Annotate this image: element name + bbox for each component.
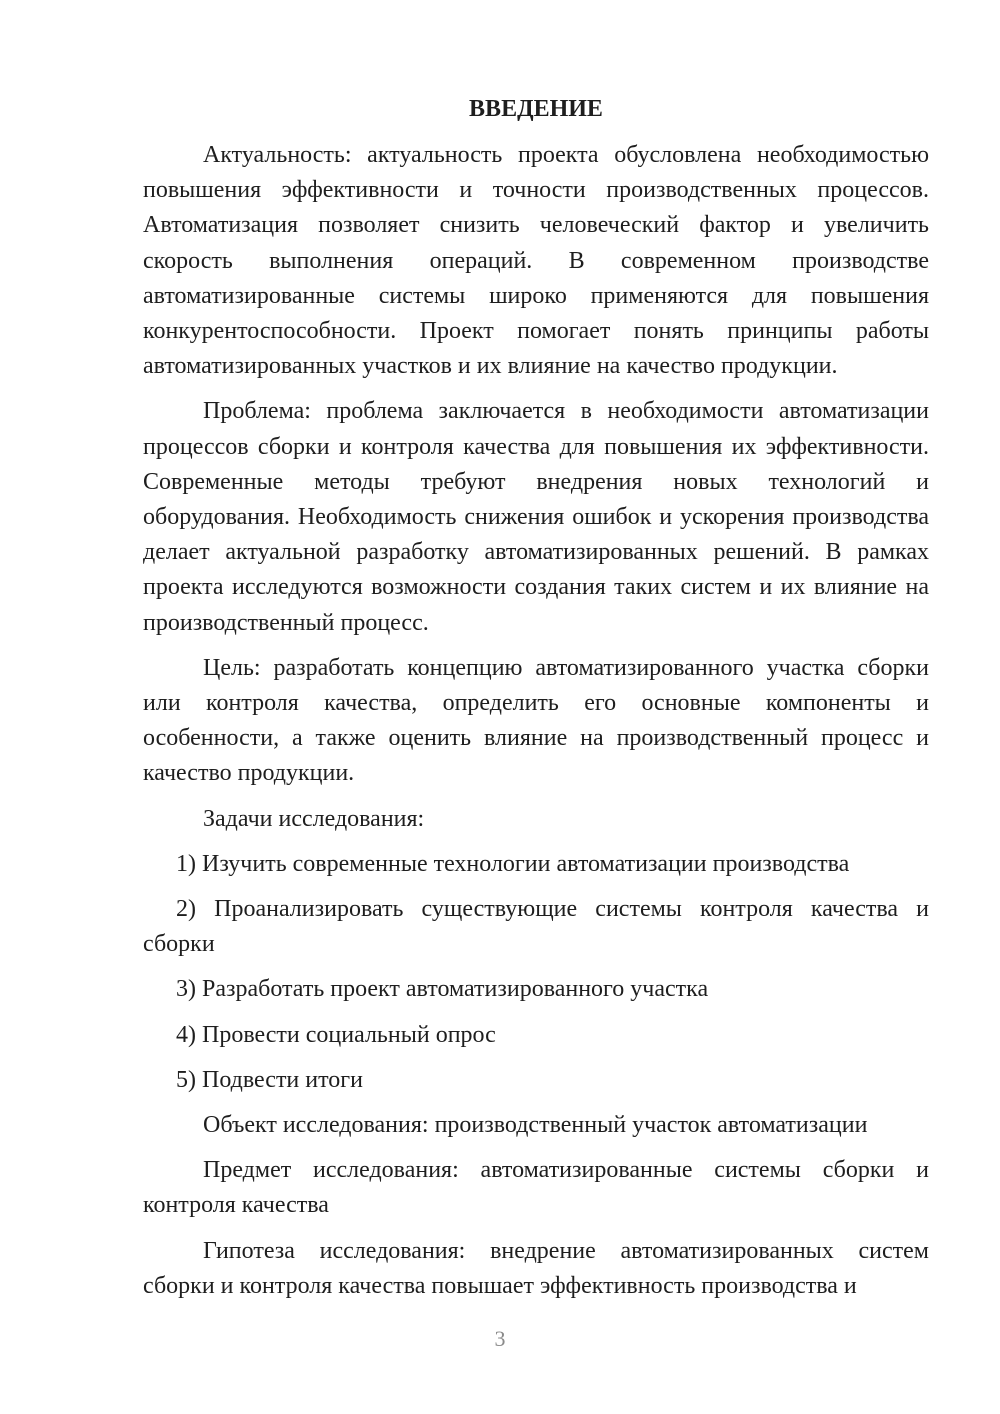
goal-paragraph: Цель: разработать концепцию автоматизированного участка сборки или контроля качества, определить его основные компоненты и особенности, а также оценить влияние на производственный процесс и качество продукции. [143,654,929,787]
page-content [143,92,929,1314]
object-paragraph: Объект исследования: производственный участок автоматизации [203,1112,868,1139]
hypothesis-paragraph: Гипотеза исследования: внедрение автоматизированных систем сборки и контроля качества повышает эффективность производства и [143,1237,929,1299]
subject-paragraph: Предмет исследования: автоматизированные системы сборки и контроля качества [143,1157,929,1219]
tasks-title: Задачи исследования: [203,805,425,832]
task-item: 5) Подвести итоги [176,1066,363,1093]
page-number: 3 [494,1326,506,1351]
task-item: 2) Проанализировать существующие системы контроля качества и сборки [143,896,929,958]
task-item: 1) Изучить современные технологии автоматизации производства [176,850,850,877]
task-item: 3) Разработать проект автоматизированного участка [176,976,709,1003]
task-item: 4) Провести социальный опрос [176,1021,496,1048]
problem-paragraph: Проблема: проблема заключается в необходимости автоматизации процессов сборки и контроля качества для повышения их эффективности. Современные методы требуют внедрения новых технологий и оборудования. Необходимость снижения ошибок и ускорения производства делает актуальной разработку автоматизированных решений. В рамках проекта исследуются возможности создания таких систем и их влияние на производственный процесс. [143,398,929,636]
relevance-paragraph: Актуальность: актуальность проекта обусловлена необходимостью повышения эффективности и точности производственных процессов. Автоматизация позволяет снизить человеческий фактор и увеличить скорость выполнения операций. В современном производстве автоматизированные системы широко применяются для повышения конкурентоспособности. Проект помогает понять принципы работы автоматизированных участков и их влияние на качество продукции. [143,142,929,380]
section-heading: ВВЕДЕНИЕ [469,96,603,122]
